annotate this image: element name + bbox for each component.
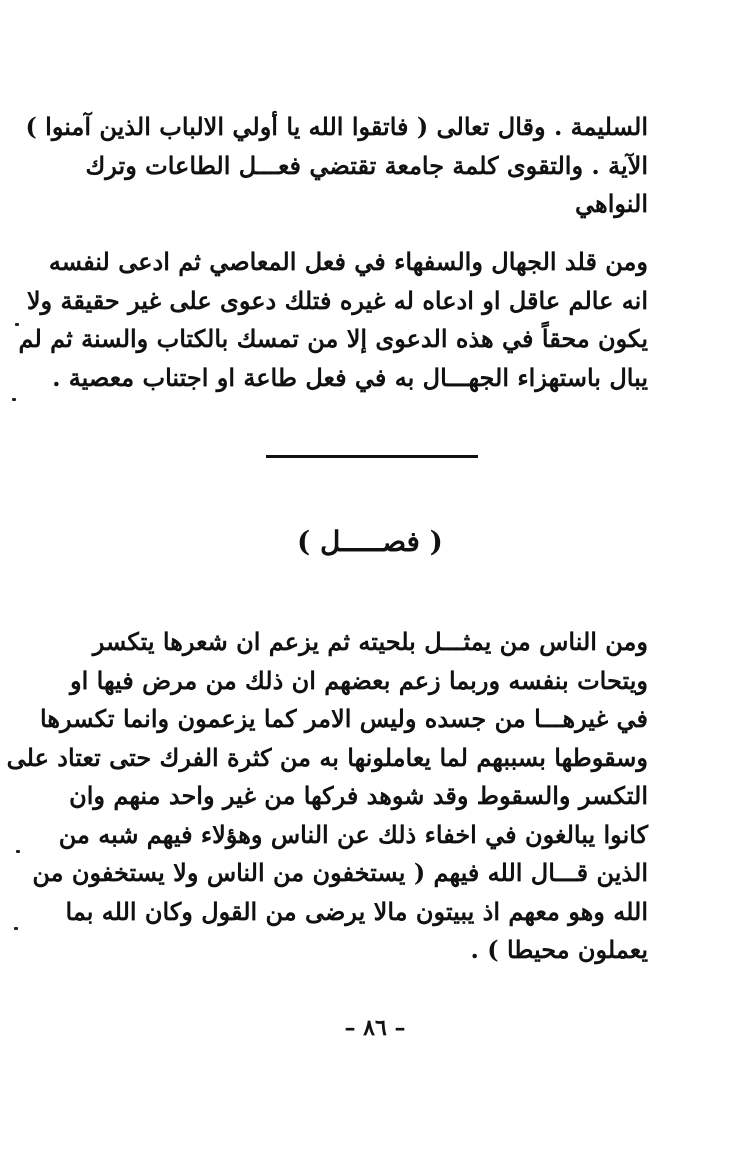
text-line: انه عالم عاقل او ادعاه له غيره فتلك دعوى على غير حقيقة ولا [26,285,648,315]
text-line: كانوا يبالغون في اخفاء ذلك عن الناس وهؤلاء فيهم شبه من [58,819,648,849]
text-line: يبال باستهزاء الجهـــال به في فعل طاعة او اجتناب معصية . [52,362,648,392]
text-line: الذين قـــال الله فيهم ( يستخفون من الناس ولا يستخفون من [32,858,648,887]
text-line: السليمة . وقال تعالى ( فاتقوا الله يا أولي الالباب الذين آمنوا ) [25,112,648,141]
paragraph-3 [6,623,648,970]
margin-speck [12,398,16,401]
text-line: ومن الناس من يمثـــل بلحيته ثم يزعم ان شعرها يتكسر [92,627,648,656]
section-heading: ( فصـــــل ) [297,525,443,558]
text-line: التكسر والسقوط وقد شوهد فركها من غير واحد منهم وان [69,781,648,810]
section-divider [266,455,478,458]
text-line: في غيرهـــا من جسده وليس الامر كما يزعمون وانما تكسرها [40,704,648,733]
text-line: وسقوطها بسببهم لما يعاملونها به من كثرة الفرك حتى تعتاد على [6,742,648,772]
text-line: ويتحات بنفسه وربما زعم بعضهم ان ذلك من مرض فيها او [70,665,648,695]
margin-speck [14,927,18,930]
text-line: يكون محقاً في هذه الدعوى إلا من تمسك بالكتاب والسنة ثم لم [18,324,648,353]
paragraph-1 [25,108,648,224]
page-number: – ٨٦ – [344,1015,406,1041]
text-line: يعملون محيطا ) . [470,935,648,964]
text-line: ومن قلد الجهال والسفهاء في فعل المعاصي ثم ادعى لنفسه [48,247,648,276]
margin-speck [15,323,19,326]
text-line: الله وهو معهم اذ يبيتون مالا يرضى من القول وكان الله بما [65,896,648,926]
margin-speck [16,850,20,853]
text-line: الآية . والتقوى كلمة جامعة تقتضي فعـــل الطاعات وترك [85,150,648,180]
paragraph-2 [18,243,648,397]
text-line: النواهي [575,189,648,218]
